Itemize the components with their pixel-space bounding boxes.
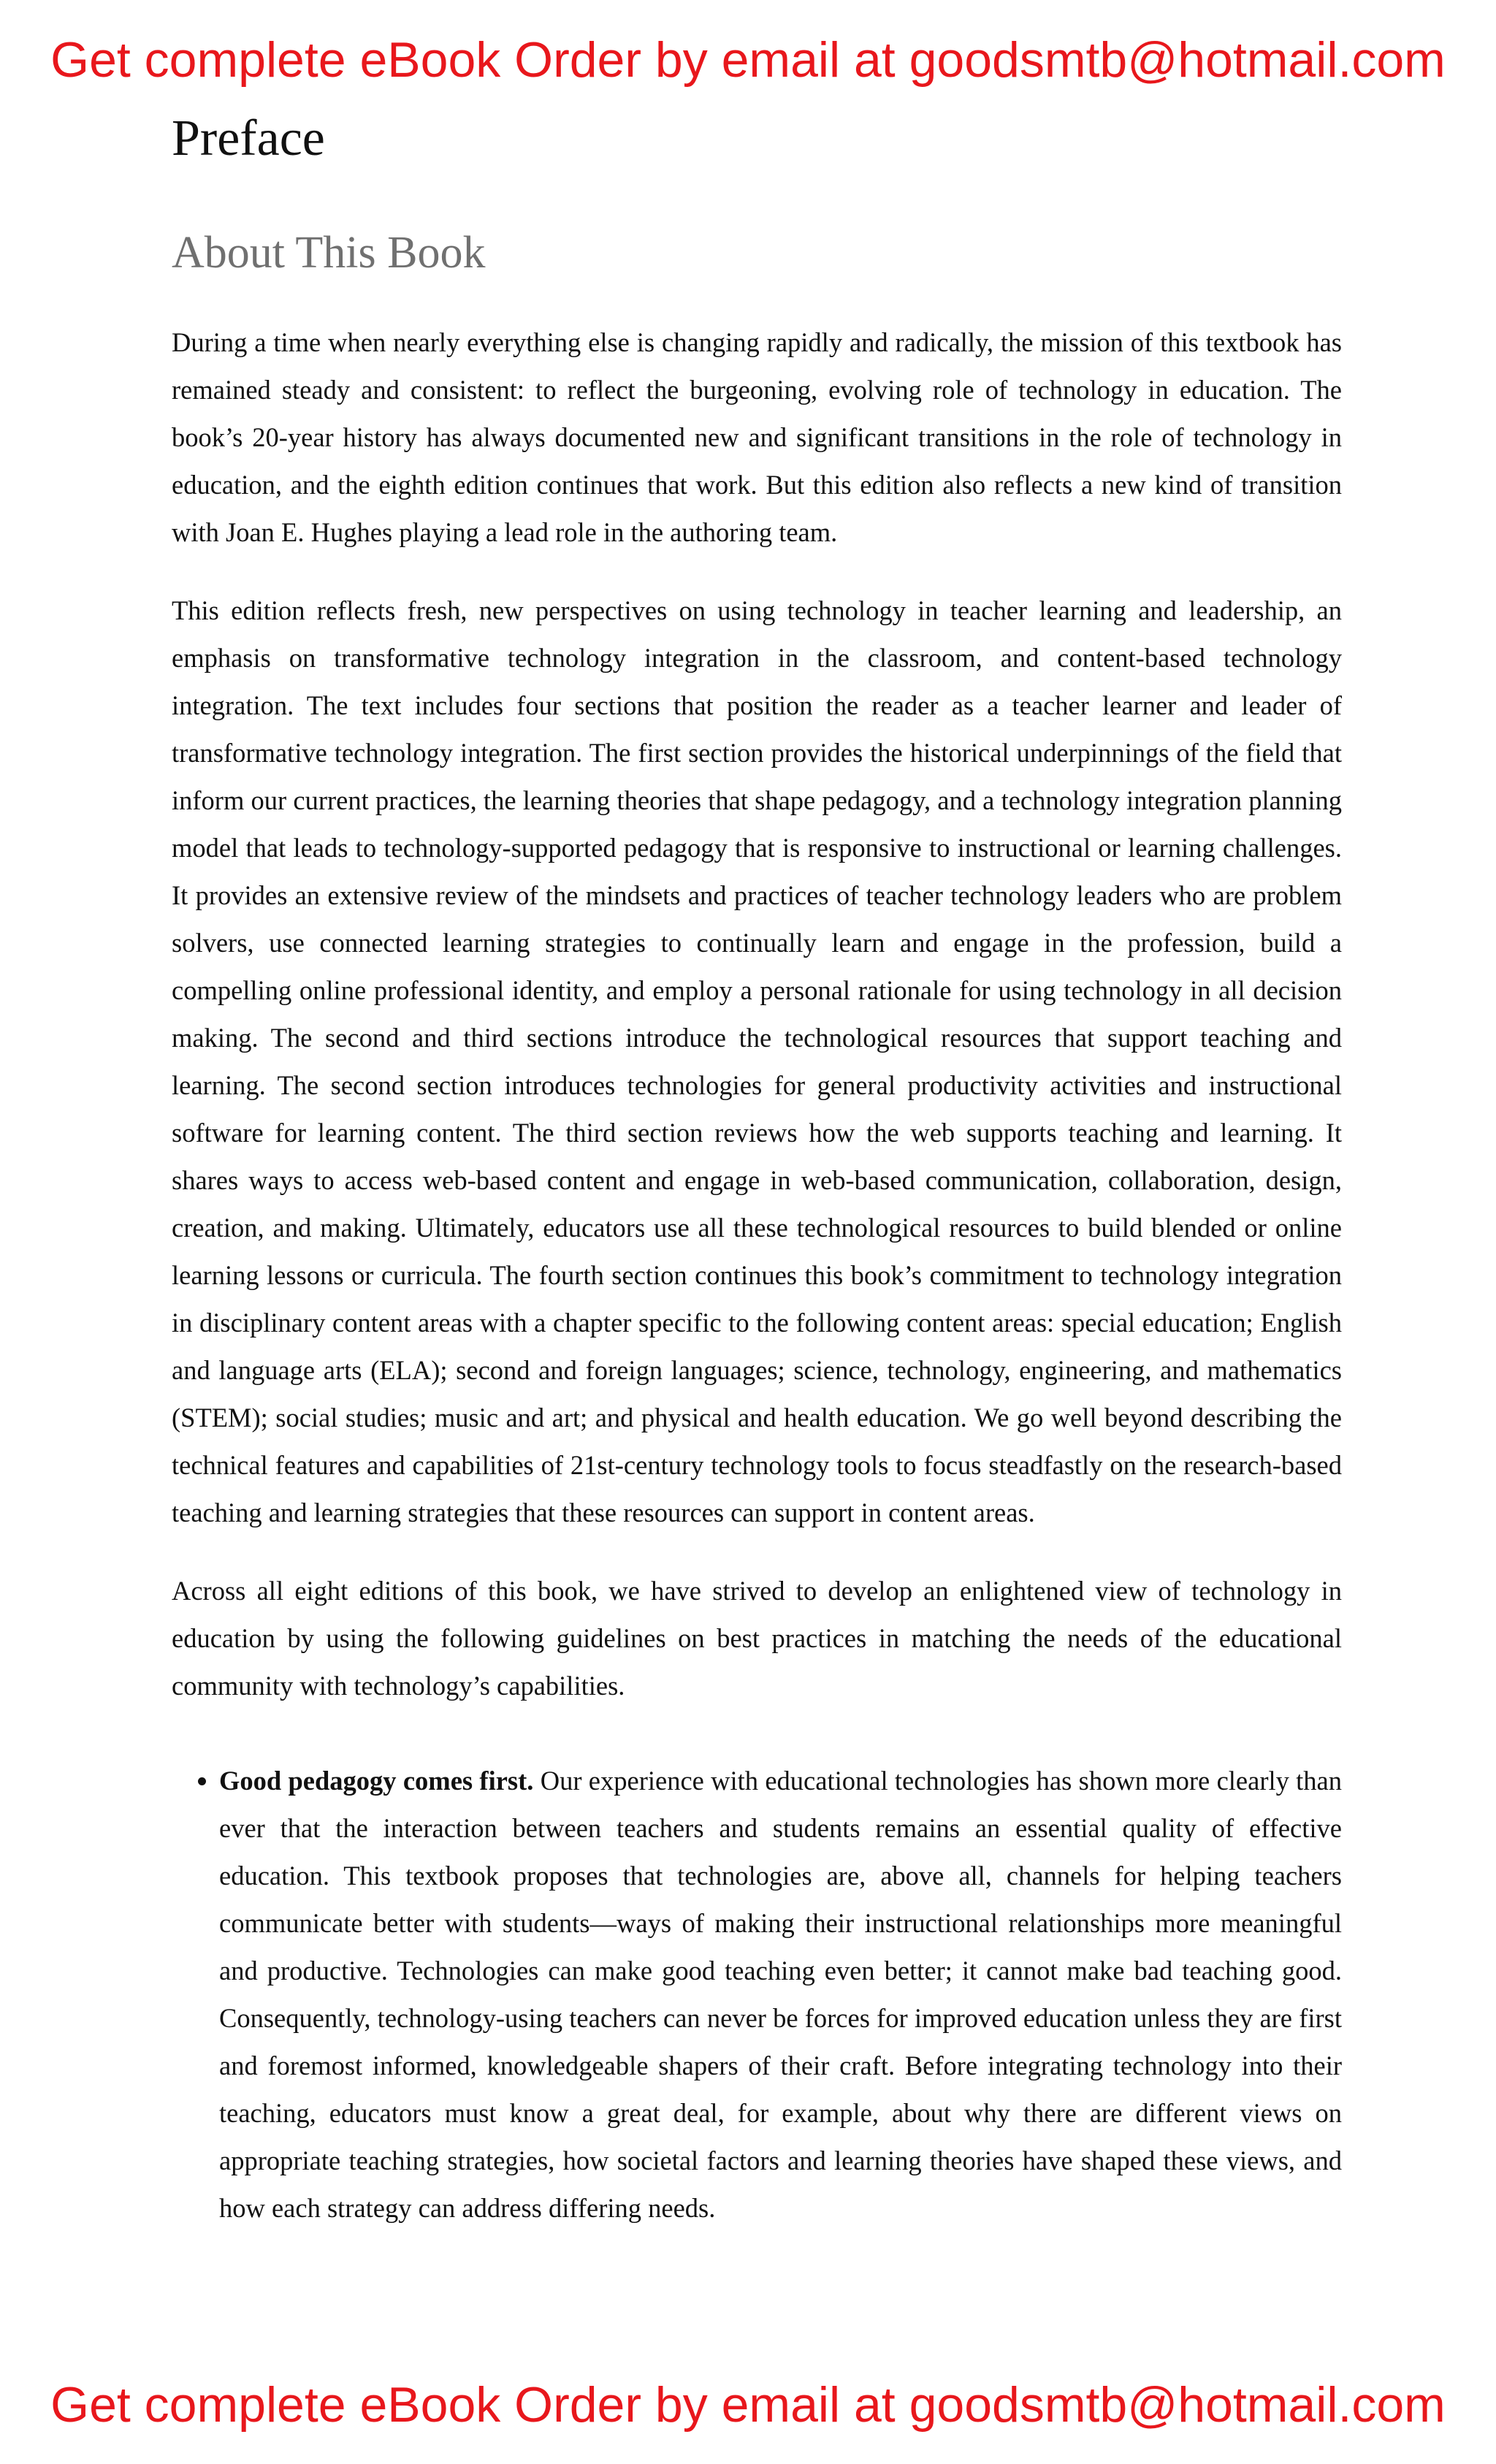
list-item [219, 1757, 1342, 2232]
page-title: Preface [172, 110, 325, 167]
ebook-order-banner-top: Get complete eBook Order by email at goodsmtb@hotmail.com [50, 32, 1446, 88]
paragraph-guidelines-intro: Across all eight editions of this book, we have strived to develop an enlightened view of technology in education by using the following guidelines on best practices in matching the needs of the educational community with technology’s capabilities. [172, 1576, 1342, 1701]
paragraph-mission: During a time when nearly everything else is changing rapidly and radically, the mission of this textbook has remained steady and consistent: to reflect the burgeoning, evolving role of technology in education. The book’s 20-year history has always documented new and significant transitions in the role of technology in education, and the eighth edition continues that work. But this edition also reflects a new kind of transition with Joan E. Hughes playing a lead role in the authoring team. [172, 327, 1342, 547]
section-title: About This Book [172, 228, 486, 278]
page-content [172, 102, 1342, 2232]
ebook-order-banner-bottom: Get complete eBook Order by email at goodsmtb@hotmail.com [50, 2377, 1446, 2433]
list-item-lead: Good pedagogy comes first. [219, 1766, 534, 1796]
guidelines-list [172, 1757, 1342, 2232]
paragraph-edition-overview: This edition reflects fresh, new perspectives on using technology in teacher learning and leadership, an emphasis on transformative technology integration in the classroom, and content-based technology integration. The text includes four sections that position the reader as a teacher learner and leader of transformative technology integration. The first section provides the historical underpinnings of the field that inform our current practices, the learning theories that shape pedagogy, and a technology integration planning model that leads to technology-supported pedagogy that is responsive to instructional or learning challenges. It provides an extensive review of the mindsets and practices of teacher technology leaders who are problem solvers, use connected learning strategies to continually learn and engage in the profession, build a compelling online professional identity, and employ a personal rationale for using technology in all decision making. The second and third sections introduce the technological resources that support teaching and learning. The second section introduces technologies for general productivity activities and instructional software for learning content. The third section reviews how the web supports teaching and learning. It shares ways to access web-based content and engage in web-based communication, collaboration, design, creation, and making. Ultimately, educators use all these technological resources to build blended or online learning lessons or curricula. The fourth section continues this book’s commitment to technology integration in disciplinary content areas with a chapter specific to the following content areas: special education; English and language arts (ELA); second and foreign languages; science, technology, engineering, and mathematics (STEM); social studies; music and art; and physical and health education. We go well beyond describing the technical features and capabilities of 21st-century technology tools to focus steadfastly on the research-based teaching and learning strategies that these resources can support in content areas. [172, 595, 1342, 1527]
list-item-text: Our experience with educational technologies has shown more clearly than ever that the interaction between teachers and students remains an essential quality of effective education. This textbook proposes that technologies are, above all, channels for helping teachers communicate better with students—ways of making their instructional relationships more meaningful and productive. Technologies can make good teaching even better; it cannot make bad teaching good. Consequently, technology-using teachers can never be forces for improved education unless they are first and foremost informed, knowledgeable shapers of their craft. Before integrating technology into their teaching, educators must know a great deal, for example, about why there are different views on appropriate teaching strategies, how societal factors and learning theories have shaped these views, and how each strategy can address differing needs. [219, 1766, 1343, 2223]
